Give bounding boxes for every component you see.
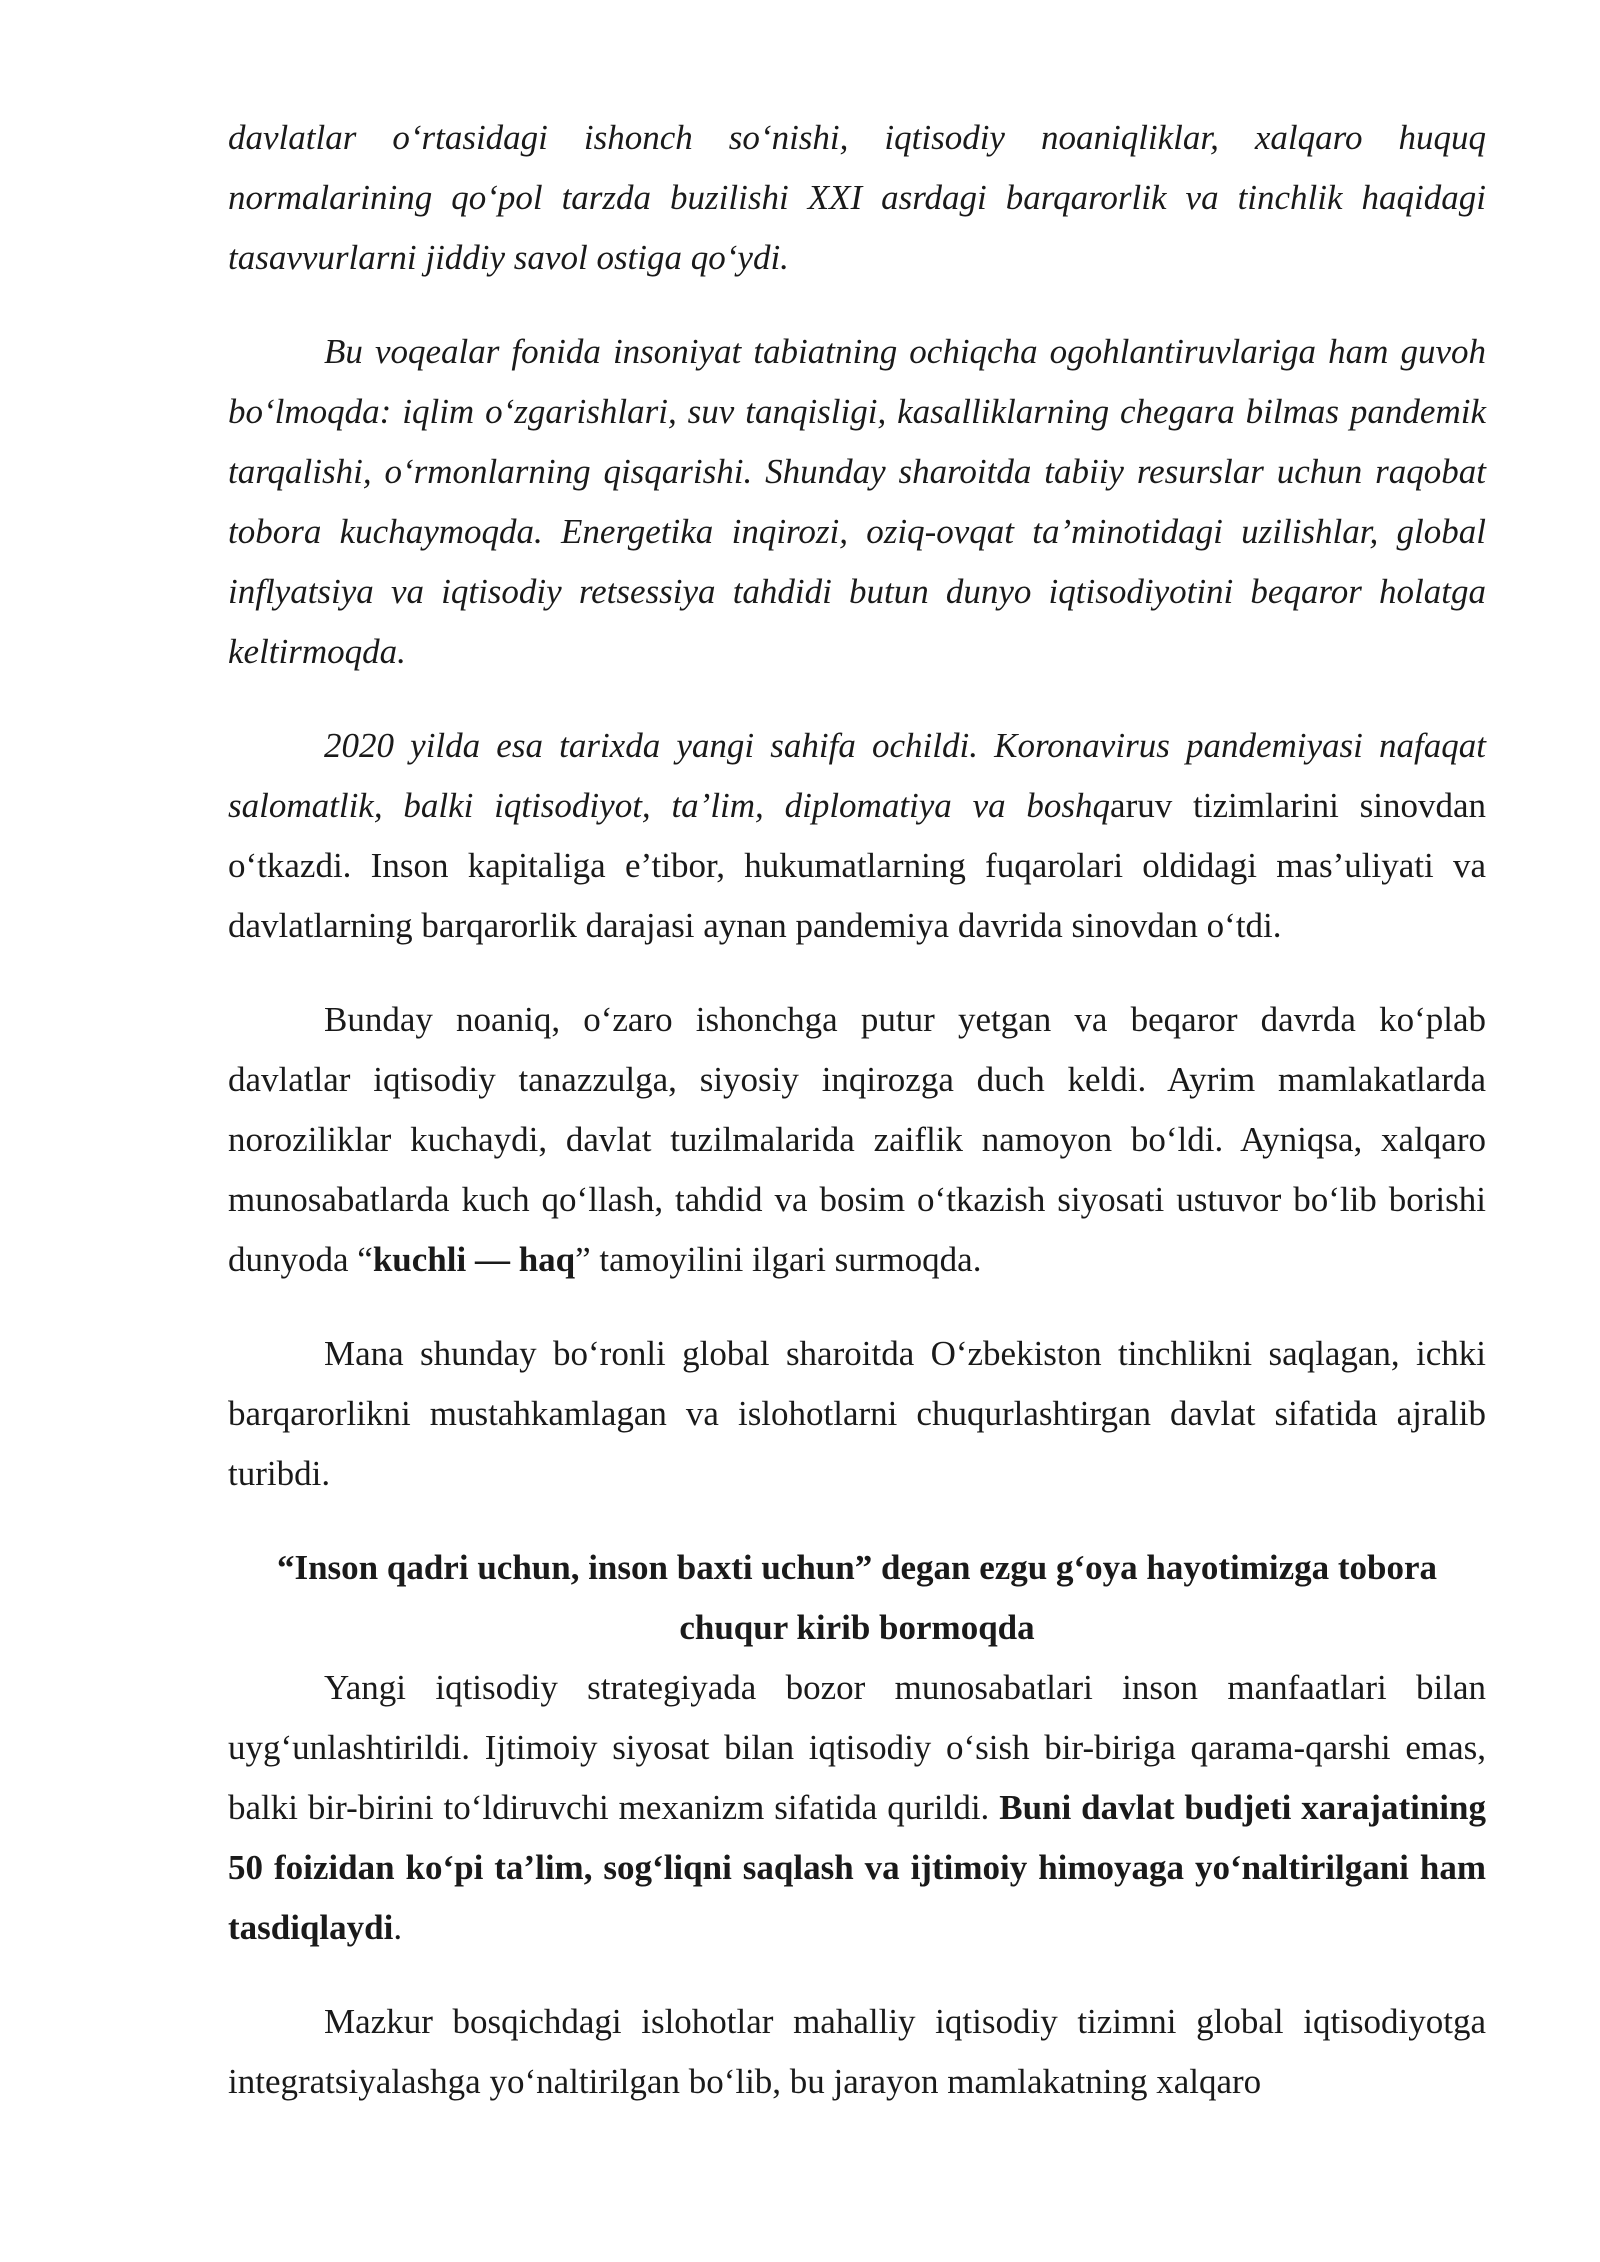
section-heading: “Inson qadri uchun, inson baxti uchun” degan ezgu g‘oya hayotimizga tobora chuqur kirib bormoqda xyxy=(276,1548,1438,1647)
paragraph-7: Mazkur bosqichdagi islohotlar mahalliy iqtisodiy tizimni global iqtisodiyotga integratsiyalashga yo‘naltirilgan bo‘lib, bu jarayon mamlakatning xalqaro xyxy=(228,2002,1486,2101)
paragraph-4-text-start: Bunday noaniq, o‘zaro ishonchga putur yetgan va beqaror davrda ko‘plab davlatlar iqtisodiy tanazzulga, siyosiy inqirozga duch keldi. Ayrim mamlakatlarda noroziliklar kuchaydi, davlat tuzilmalarida zaiflik namoyon bo‘ldi. Ayniqsa, xalqaro munosabatlarda kuch qo‘llash, tahdid va bosim o‘tkazish siyosati ustuvor bo‘lib borishi dunyoda “ xyxy=(228,1000,1486,1279)
paragraph-6 xyxy=(228,1658,1486,1958)
paragraph-2: Bu voqealar fonida insoniyat tabiatning ochiqcha ogohlantiruvlariga ham guvoh bo‘lmoqda: iqlim o‘zgarishlari, suv tanqisligi, kasalliklarning chegara bilmas pandemik tarqalishi, o‘rmonlarning qisqarishi. Shunday sharoitda tabiiy resurslar uchun raqobat tobora kuchaymoqda. Energetika inqirozi, oziq-ovqat ta’minotidagi uzilishlar, global inflyatsiya va iqtisodiy retsessiya tahdidi butun dunyo iqtisodiyotini beqaror holatga keltirmoqda. xyxy=(228,332,1486,671)
paragraph-4-text-end: ” tamoyilini ilgari surmoqda. xyxy=(575,1240,982,1279)
paragraph-6-text-start: Yangi iqtisodiy strategiyada bozor munosabatlari inson manfaatlari bilan uyg‘unlashtirildi. Ijtimoiy siyosat bilan iqtisodiy o‘sish bir-biriga qarama-qarshi emas, balki bir-birini to‘ldiruvchi mexanizm sifatida qurildi. xyxy=(228,1668,1486,1827)
paragraph-3-regular-text: aruv tizimlarini sinovdan o‘tkazdi. Inson kapitaliga e’tibor, hukumatlarning fuqarolari oldidagi mas’uliyati va davlatlarning barqarorlik darajasi aynan pandemiya davrida sinovdan o‘tdi. xyxy=(228,786,1486,945)
paragraph-6-bold-sentence: Buni davlat budjeti xarajatining 50 foizidan ko‘pi ta’lim, sog‘liqni saqlash va ijtimoiy himoyaga yo‘naltirilgani ham tasdiqlaydi xyxy=(228,1788,1486,1947)
document-page xyxy=(228,108,1486,2112)
paragraph-3-italic-text: 2020 yilda esa tarixda yangi sahifa ochildi. Koronavirus pandemiyasi nafaqat salomatlik, balki iqtisodiyot, ta’lim, diplomatiya va boshq xyxy=(228,726,1486,825)
paragraph-4 xyxy=(228,990,1486,1290)
paragraph-1: davlatlar o‘rtasidagi ishonch so‘nishi, iqtisodiy noaniqliklar, xalqaro huquq normalarining qo‘pol tarzda buzilishi XXI asrdagi barqarorlik va tinchlik haqidagi tasavvurlarni jiddiy savol ostiga qo‘ydi. xyxy=(228,118,1486,277)
paragraph-5: Mana shunday bo‘ronli global sharoitda O‘zbekiston tinchlikni saqlagan, ichki barqarorlikni mustahkamlagan va islohotlarni chuqurlashtirgan davlat sifatida ajralib turibdi. xyxy=(228,1334,1486,1493)
paragraph-3 xyxy=(228,716,1486,956)
paragraph-4-bold-phrase: kuchli — haq xyxy=(372,1240,576,1279)
paragraph-6-text-end: . xyxy=(393,1908,403,1947)
